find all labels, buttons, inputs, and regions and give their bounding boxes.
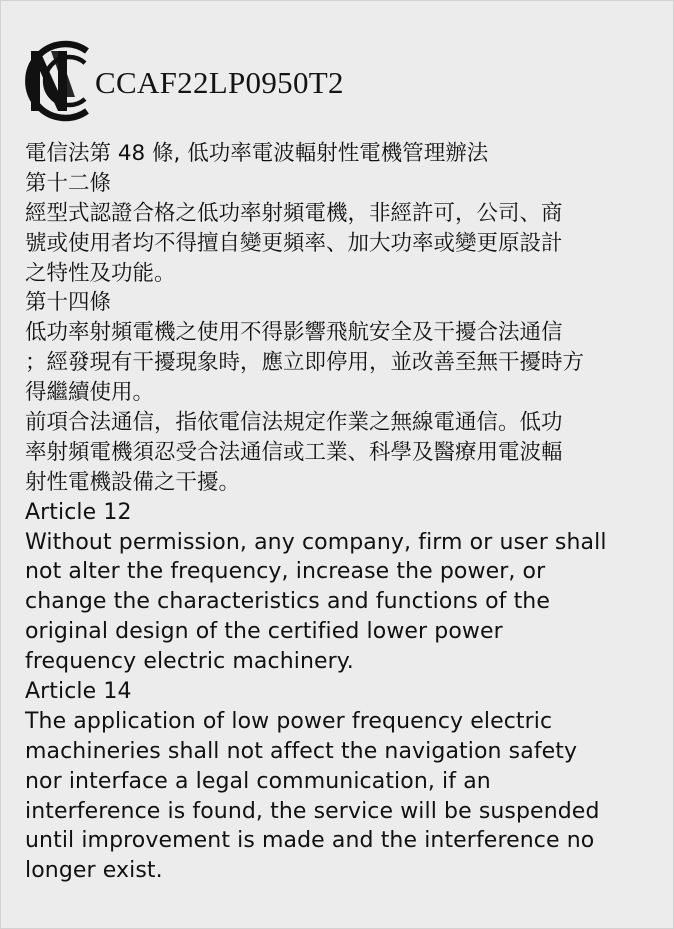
- text-line: Article 14: [25, 679, 132, 705]
- text-line: 率射頻電機須忍受合法通信或工業、科學及醫療用電波輻: [25, 439, 563, 465]
- text-line: 號或使用者均不得擅自變更頻率、加大功率或變更原設計: [25, 230, 563, 256]
- text-line: 電信法第 48 條, 低功率電波輻射性電機管理辦法: [25, 141, 489, 166]
- text-line: 低功率射頻電機之使用不得影響飛航安全及干擾合法通信: [25, 320, 563, 346]
- header: [23, 39, 344, 123]
- text-line: original design of the certified lower power: [25, 619, 503, 645]
- text-line: 射性電機設備之干擾。: [25, 469, 241, 495]
- text-line: Article 12: [25, 499, 132, 525]
- text-line: 第十四條: [25, 290, 112, 316]
- certificate-id: CCAF22LP0950T2: [95, 65, 344, 100]
- text-line: ；經發現有干擾現象時，應立即停用，並改善至無干擾時方: [25, 350, 585, 376]
- text-line: until improvement is made and the interference no: [25, 828, 595, 854]
- text-line: 前項合法通信，指依電信法規定作業之無線電通信。低功: [25, 410, 563, 436]
- text-line: 第十二條: [25, 170, 112, 196]
- text-line: The application of low power frequency electric: [25, 708, 553, 734]
- text-line: interference is found, the service will be suspended: [25, 798, 600, 824]
- regulation-text: [25, 139, 665, 886]
- text-line: nor interface a legal communication, if an: [25, 768, 491, 794]
- text-line: Without permission, any company, firm or user shall: [25, 529, 607, 555]
- text-line: 之特性及功能。: [25, 260, 176, 286]
- text-line: change the characteristics and functions of the: [25, 589, 550, 615]
- text-line: 經型式認證合格之低功率射頻電機，非經許可，公司、商: [25, 200, 563, 226]
- text-line: frequency electric machinery.: [25, 649, 354, 675]
- text-line: not alter the frequency, increase the power, or: [25, 559, 546, 585]
- ncc-logo-icon: [23, 39, 97, 123]
- text-line: 得繼續使用。: [25, 380, 155, 406]
- text-line: machineries shall not affect the navigation safety: [25, 738, 578, 764]
- text-line: longer exist.: [25, 858, 163, 884]
